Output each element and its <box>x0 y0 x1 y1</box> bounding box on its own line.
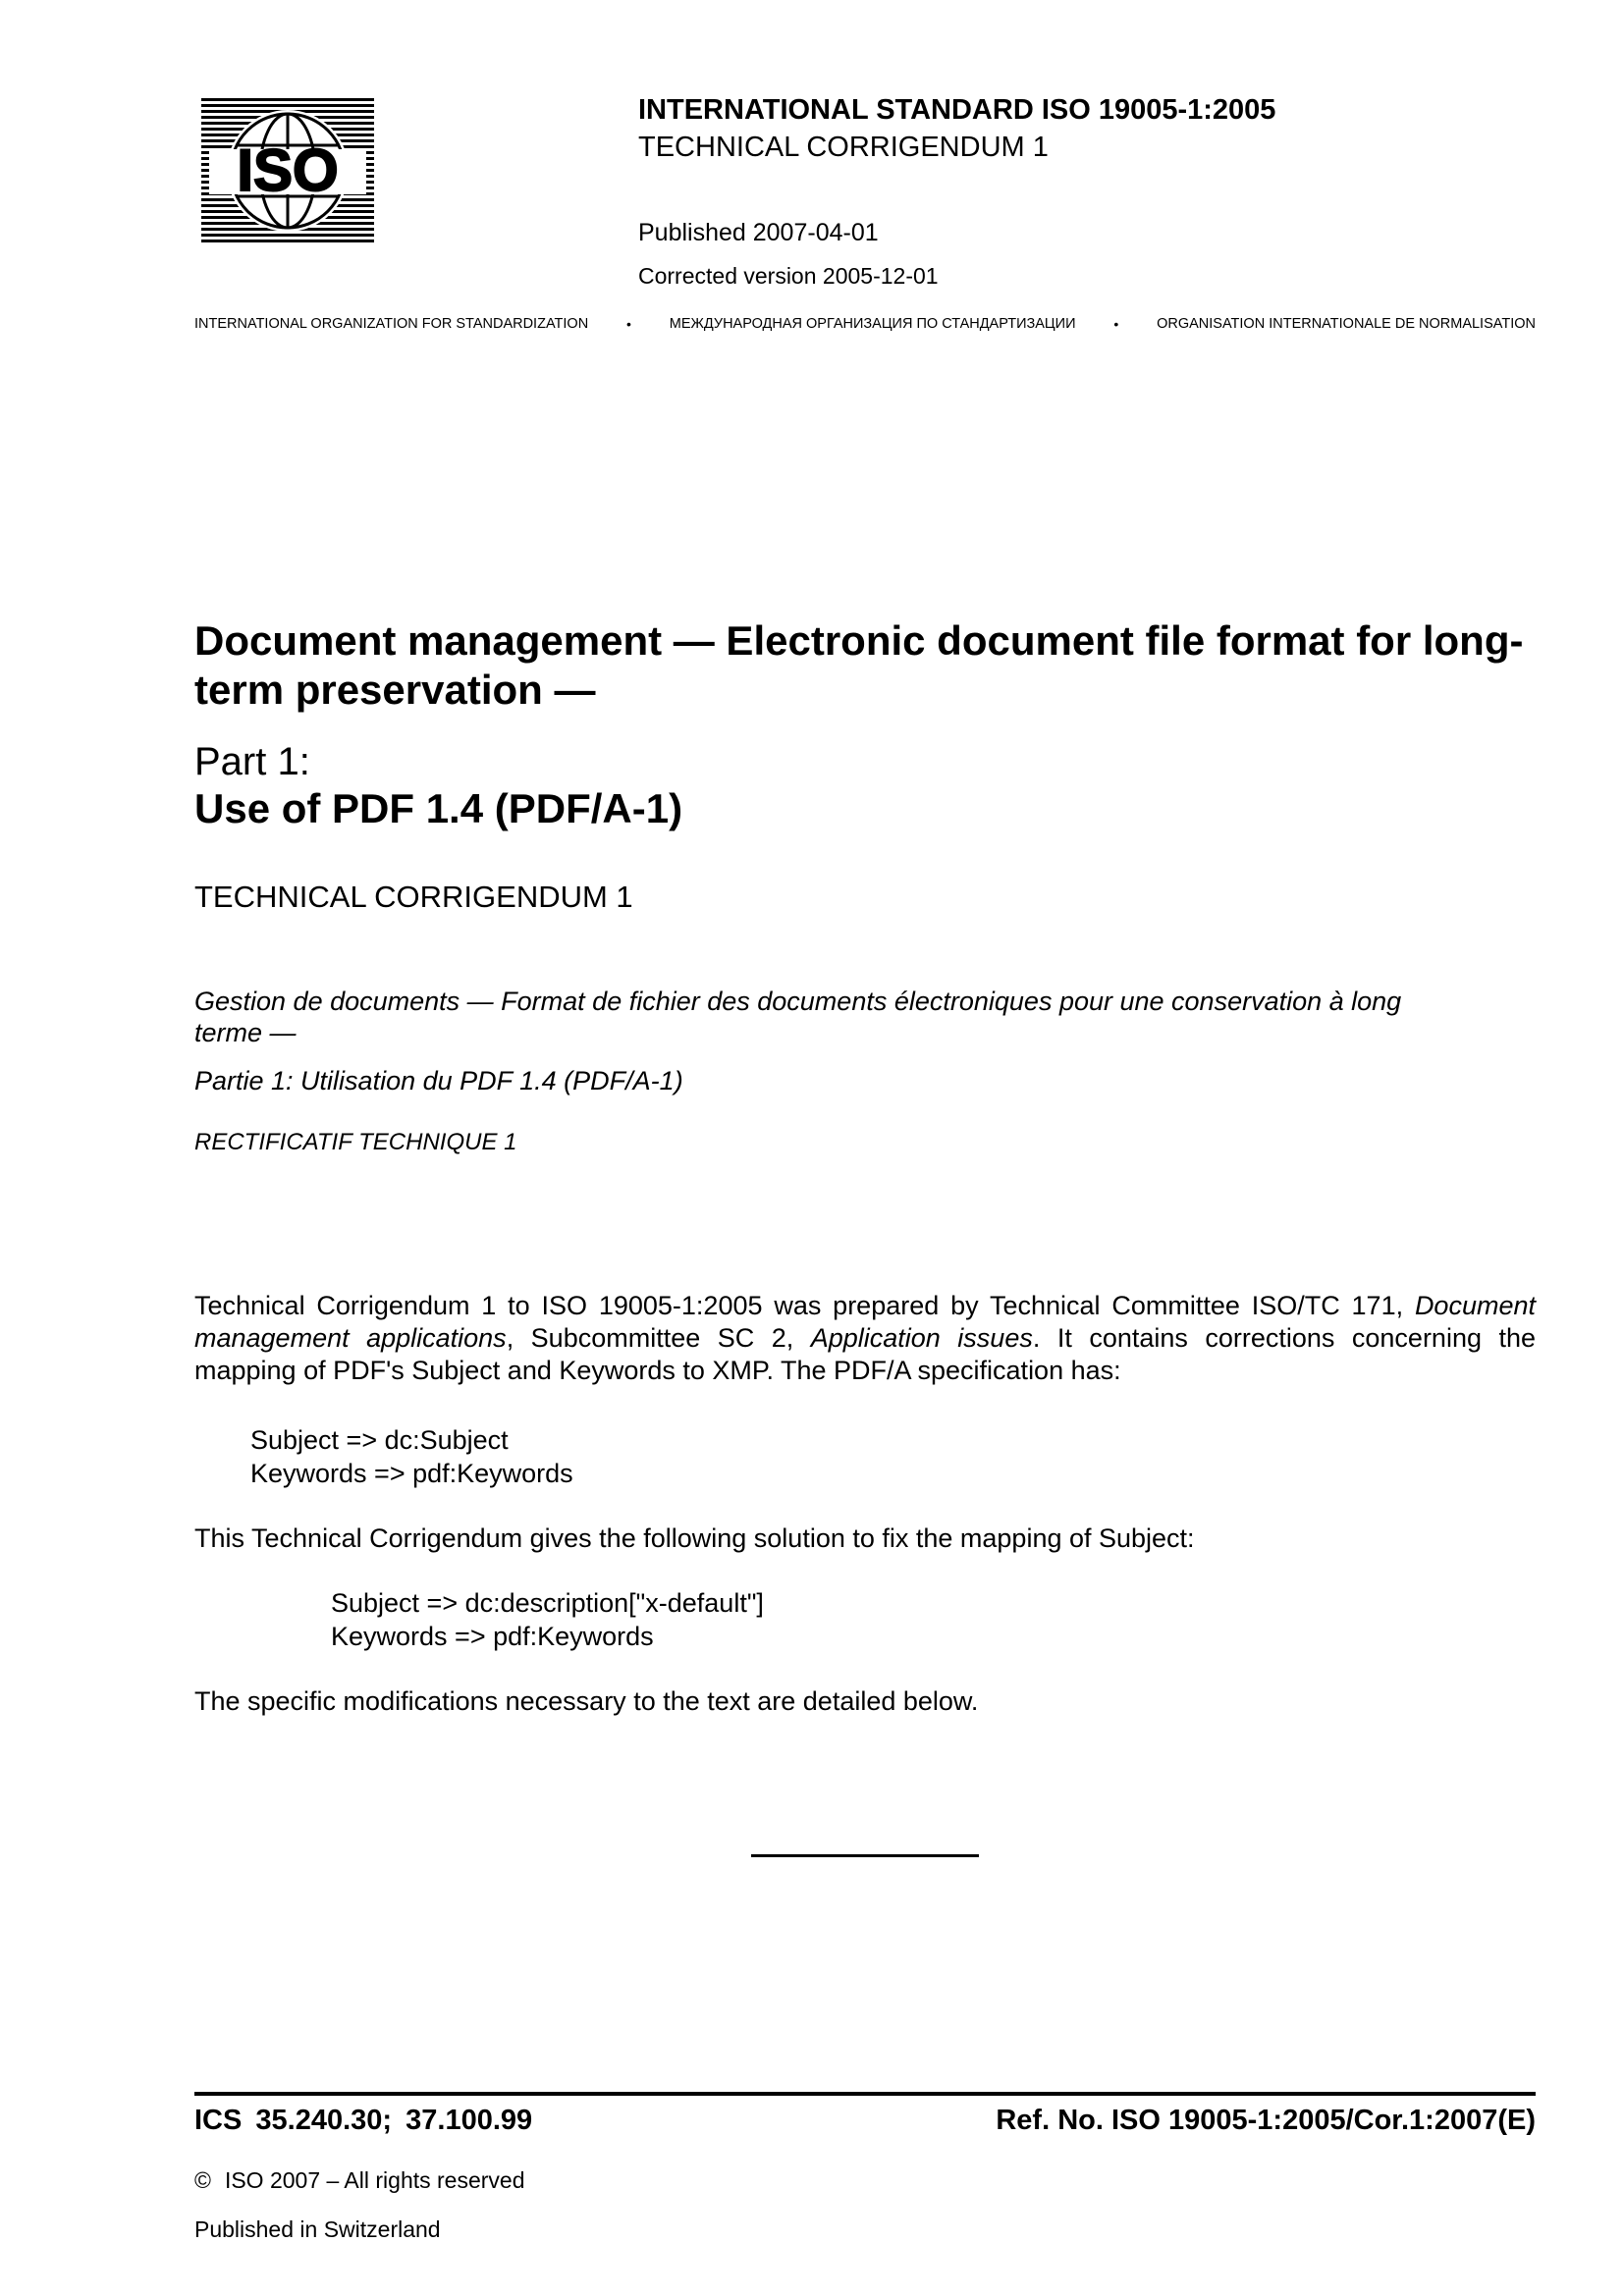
intro-text: . It contains corrections concerning the mapping of PDF's Subject and Keywords to XMP. The PDF/A specification has: <box>194 1323 1537 1385</box>
mapping-line: Subject => dc:description["x-default"] <box>331 1588 764 1618</box>
closing-paragraph: The specific modifications necessary to the text are detailed below. <box>194 1686 979 1716</box>
solution-mapping <box>331 1586 764 1653</box>
corrected-version: Corrected version 2005-12-01 <box>638 263 939 289</box>
org-separator: • <box>1113 316 1119 332</box>
published-date: Published 2007-04-01 <box>638 219 879 246</box>
org-name-en: INTERNATIONAL ORGANIZATION FOR STANDARDIZATION <box>194 316 589 332</box>
corrigendum-label: TECHNICAL CORRIGENDUM 1 <box>194 880 633 914</box>
section-divider <box>751 1854 979 1857</box>
solution-intro: This Technical Corrigendum gives the following solution to fix the mapping of Subject: <box>194 1523 1195 1553</box>
standard-subtitle: TECHNICAL CORRIGENDUM 1 <box>638 132 1049 163</box>
iso-logo-icon <box>201 98 374 243</box>
organization-names <box>194 316 1536 332</box>
subcommittee-name: Application issues <box>810 1323 1033 1353</box>
mapping-line: Keywords => pdf:Keywords <box>250 1459 573 1488</box>
french-part: Partie 1: Utilisation du PDF 1.4 (PDF/A-1) <box>194 1066 683 1095</box>
org-name-ru: МЕЖДУНАРОДНАЯ ОРГАНИЗАЦИЯ ПО СТАНДАРТИЗАЦИИ <box>669 316 1076 332</box>
french-corrigendum: RECTIFICATIF TECHNIQUE 1 <box>194 1129 517 1155</box>
standard-title: INTERNATIONAL STANDARD ISO 19005-1:2005 <box>638 94 1276 126</box>
intro-paragraph <box>194 1290 1536 1387</box>
french-title: Gestion de documents — Format de fichier des documents électroniques pour une conservation à long terme — <box>194 987 1402 1047</box>
committee-name: Document management applications <box>194 1291 1536 1353</box>
org-name-fr: ORGANISATION INTERNATIONALE DE NORMALISATION <box>1157 316 1536 332</box>
intro-text: , Subcommittee SC 2, <box>506 1323 811 1353</box>
copyright-icon: © <box>194 2167 211 2193</box>
footer-divider <box>194 2092 1536 2096</box>
org-separator: • <box>626 316 631 332</box>
copyright-notice <box>194 2167 525 2194</box>
document-title: Document management — Electronic document file format for long-term preservation — <box>194 617 1524 713</box>
copyright-text: ISO 2007 – All rights reserved <box>224 2167 525 2193</box>
published-in: Published in Switzerland <box>194 2216 441 2242</box>
part-title: Use of PDF 1.4 (PDF/A-1) <box>194 785 683 831</box>
spec-mapping <box>250 1423 573 1490</box>
part-label: Part 1: <box>194 740 310 783</box>
reference-number: Ref. No. ISO 19005-1:2005/Cor.1:2007(E) <box>996 2105 1536 2136</box>
mapping-line: Subject => dc:Subject <box>250 1425 509 1455</box>
svg-text:ISO: ISO <box>237 137 339 203</box>
intro-text: Technical Corrigendum 1 to ISO 19005-1:2005 was prepared by Technical Committee ISO/TC 171, <box>194 1291 1415 1320</box>
ics-codes: ICS 35.240.30; 37.100.99 <box>194 2105 533 2136</box>
mapping-line: Keywords => pdf:Keywords <box>331 1622 654 1651</box>
iso-logo <box>201 98 374 243</box>
